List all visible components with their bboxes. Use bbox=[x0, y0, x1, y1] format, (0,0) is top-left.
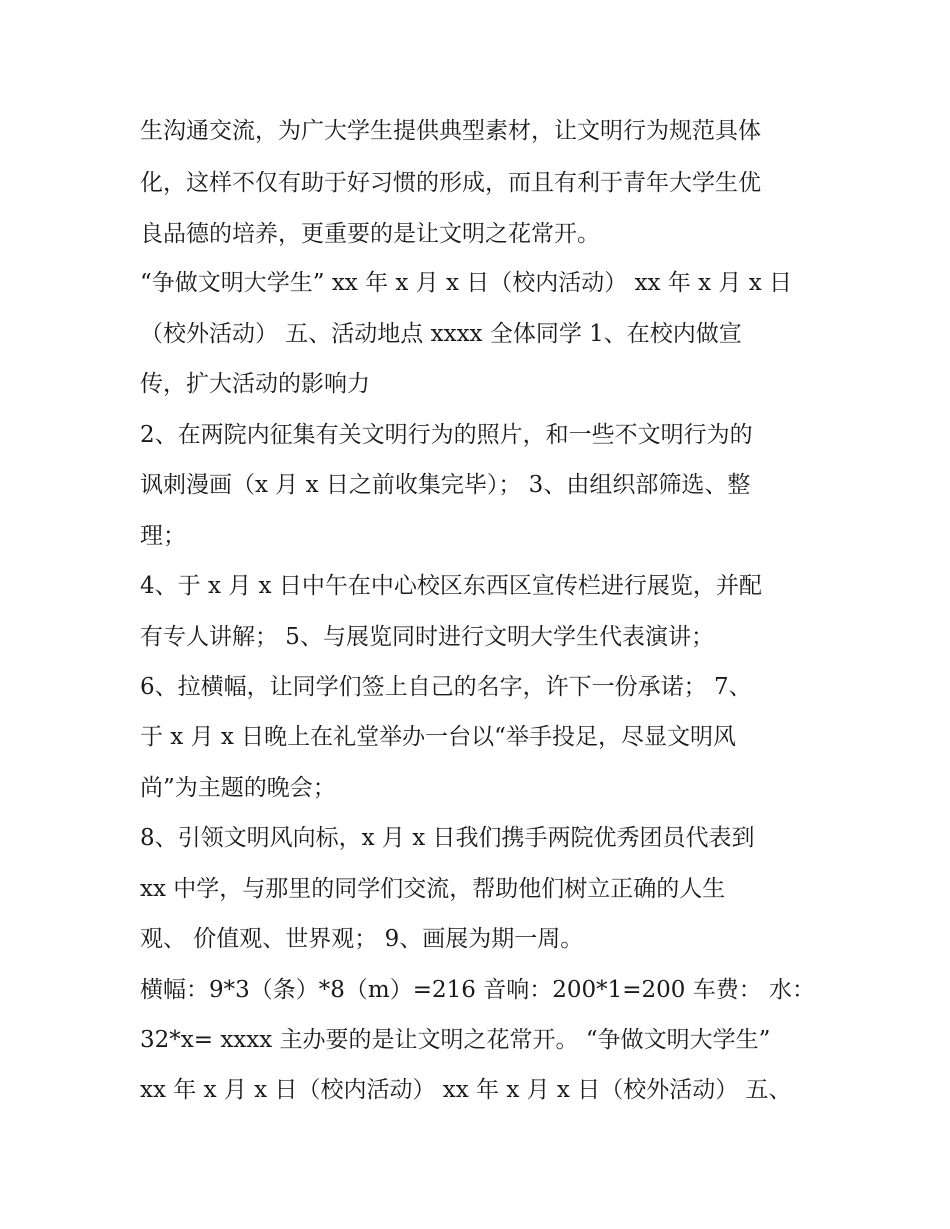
text-line: 化，这样不仅有助于好习惯的形成，而且有利于青年大学生优 bbox=[140, 170, 761, 196]
text-line: 观、 价值观、世界观； 9、画展为期一周。 bbox=[140, 926, 584, 952]
text-line: 32*x= xxxx 主办要的是让文明之花常开。 “争做文明大学生” bbox=[140, 1027, 771, 1053]
text-line: “争做文明大学生” xx 年 x 月 x 日（校内活动） xx 年 x 月 x 日 bbox=[140, 270, 793, 296]
text-line: 横幅：9*3（条）*8（m）=216 音响：200*1=200 车费： 水： bbox=[140, 977, 816, 1003]
text-line: 生沟通交流，为广大学生提供典型素材，让文明行为规范具体 bbox=[140, 118, 761, 144]
text-line: 6、拉横幅，让同学们签上自己的名字，许下一份承诺； 7、 bbox=[140, 674, 752, 700]
text-line: 于 x 月 x 日晚上在礼堂举办一台以“举手投足，尽显文明风 bbox=[140, 724, 736, 750]
text-line: 尚”为主题的晚会； bbox=[140, 775, 336, 801]
text-line: xx 中学，与那里的同学们交流，帮助他们树立正确的人生 bbox=[140, 876, 726, 902]
text-line: 2、在两院内征集有关文明行为的照片，和一些不文明行为的 bbox=[140, 422, 753, 448]
text-line: 传，扩大活动的影响力 bbox=[140, 371, 370, 397]
text-line: 4、于 x 月 x 日中午在中心校区东西区宣传栏进行展览，并配 bbox=[140, 573, 762, 599]
text-line: 理； bbox=[140, 523, 186, 549]
text-line: 有专人讲解； 5、与展览同时进行文明大学生代表演讲； bbox=[140, 624, 714, 650]
text-line: （校外活动） 五、活动地点 xxxx 全体同学 1、在校内做宣 bbox=[140, 321, 742, 347]
text-line: xx 年 x 月 x 日（校内活动） xx 年 x 月 x 日（校外活动） 五、 bbox=[140, 1077, 792, 1103]
text-line: 讽刺漫画（x 月 x 日之前收集完毕）； 3、由组织部筛选、整 bbox=[140, 472, 751, 498]
text-line: 8、引领文明风向标，x 月 x 日我们携手两院优秀团员代表到 bbox=[140, 825, 755, 851]
text-line: 良品德的培养，更重要的是让文明之花常开。 bbox=[140, 221, 600, 247]
